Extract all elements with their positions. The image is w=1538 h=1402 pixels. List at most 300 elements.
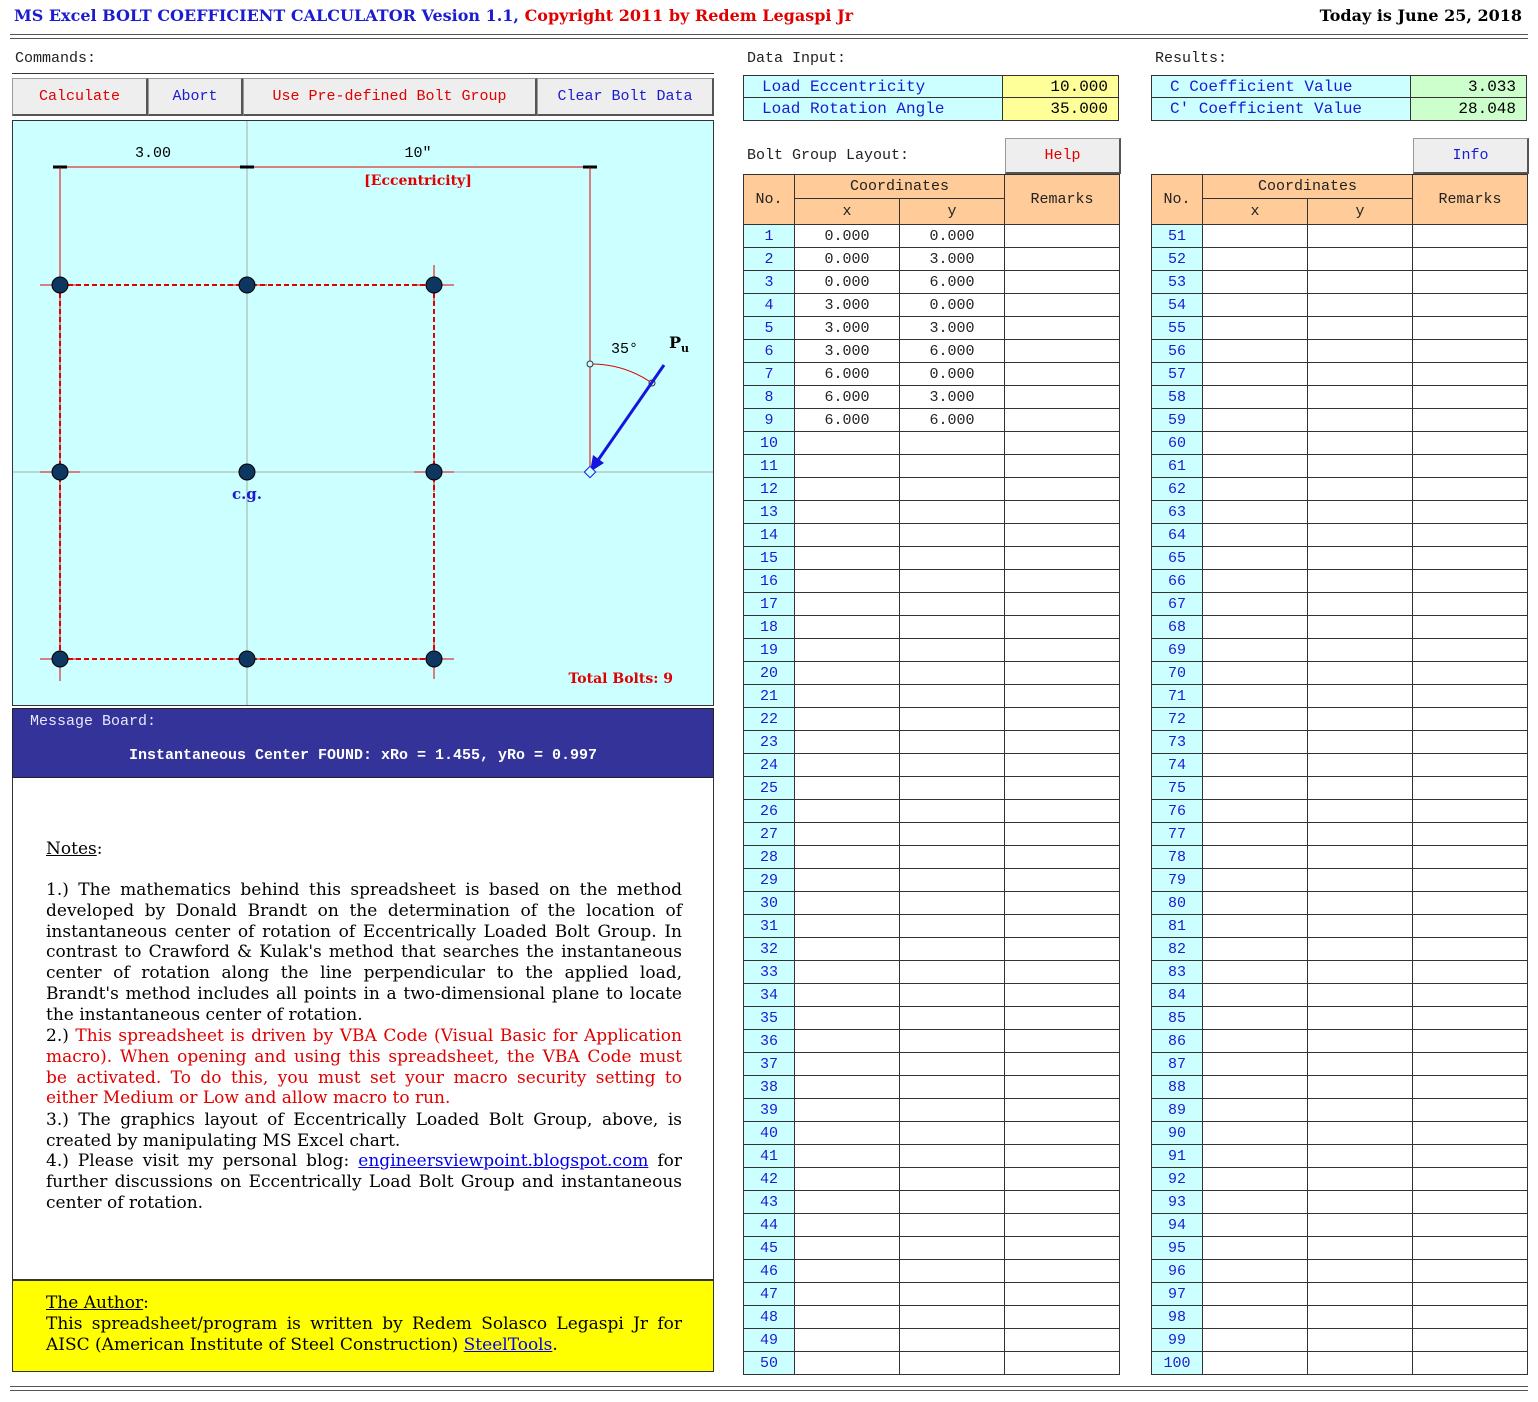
coord-y-cell[interactable] xyxy=(1308,754,1413,777)
coord-x-cell[interactable]: 6.000 xyxy=(795,409,900,432)
coord-x-cell[interactable] xyxy=(795,1283,900,1306)
coord-x-cell[interactable] xyxy=(795,892,900,915)
remarks-cell[interactable] xyxy=(1005,478,1120,501)
coord-y-cell[interactable] xyxy=(1308,708,1413,731)
coord-y-cell[interactable] xyxy=(900,1237,1005,1260)
coord-x-cell[interactable] xyxy=(1203,501,1308,524)
coord-y-cell[interactable] xyxy=(1308,915,1413,938)
coord-x-cell[interactable] xyxy=(795,961,900,984)
coord-y-cell[interactable] xyxy=(1308,248,1413,271)
remarks-cell[interactable] xyxy=(1005,432,1120,455)
clear-bolt-data-button[interactable]: Clear Bolt Data xyxy=(537,78,714,116)
coord-x-cell[interactable] xyxy=(1203,731,1308,754)
coord-y-cell[interactable]: 3.000 xyxy=(900,248,1005,271)
coord-x-cell[interactable] xyxy=(795,1329,900,1352)
coord-y-cell[interactable]: 0.000 xyxy=(900,363,1005,386)
coord-x-cell[interactable] xyxy=(1203,294,1308,317)
coord-x-cell[interactable] xyxy=(1203,915,1308,938)
remarks-cell[interactable] xyxy=(1413,1260,1528,1283)
coord-y-cell[interactable] xyxy=(1308,1260,1413,1283)
remarks-cell[interactable] xyxy=(1413,455,1528,478)
coord-y-cell[interactable] xyxy=(900,455,1005,478)
remarks-cell[interactable] xyxy=(1005,823,1120,846)
coord-y-cell[interactable] xyxy=(1308,1214,1413,1237)
remarks-cell[interactable] xyxy=(1413,731,1528,754)
coord-y-cell[interactable] xyxy=(900,1007,1005,1030)
predefined-bolt-group-button[interactable]: Use Pre-defined Bolt Group xyxy=(243,78,537,116)
coord-y-cell[interactable] xyxy=(900,754,1005,777)
remarks-cell[interactable] xyxy=(1413,708,1528,731)
coord-y-cell[interactable]: 0.000 xyxy=(900,294,1005,317)
coord-y-cell[interactable] xyxy=(1308,846,1413,869)
remarks-cell[interactable] xyxy=(1005,639,1120,662)
coord-y-cell[interactable] xyxy=(1308,363,1413,386)
coord-x-cell[interactable] xyxy=(1203,754,1308,777)
remarks-cell[interactable] xyxy=(1413,432,1528,455)
coord-x-cell[interactable] xyxy=(1203,1030,1308,1053)
remarks-cell[interactable] xyxy=(1005,593,1120,616)
coord-y-cell[interactable] xyxy=(1308,984,1413,1007)
remarks-cell[interactable] xyxy=(1005,1076,1120,1099)
remarks-cell[interactable] xyxy=(1413,823,1528,846)
remarks-cell[interactable] xyxy=(1413,1306,1528,1329)
remarks-cell[interactable] xyxy=(1005,248,1120,271)
coord-y-cell[interactable] xyxy=(900,984,1005,1007)
coord-x-cell[interactable] xyxy=(795,731,900,754)
coord-y-cell[interactable] xyxy=(900,685,1005,708)
remarks-cell[interactable] xyxy=(1413,524,1528,547)
coord-x-cell[interactable] xyxy=(1203,1329,1308,1352)
coord-y-cell[interactable] xyxy=(1308,731,1413,754)
remarks-cell[interactable] xyxy=(1005,731,1120,754)
coord-x-cell[interactable] xyxy=(795,1007,900,1030)
coord-x-cell[interactable] xyxy=(795,1030,900,1053)
remarks-cell[interactable] xyxy=(1413,1214,1528,1237)
remarks-cell[interactable] xyxy=(1413,271,1528,294)
remarks-cell[interactable] xyxy=(1005,1099,1120,1122)
remarks-cell[interactable] xyxy=(1005,1191,1120,1214)
remarks-cell[interactable] xyxy=(1413,754,1528,777)
remarks-cell[interactable] xyxy=(1005,1329,1120,1352)
coord-x-cell[interactable] xyxy=(795,984,900,1007)
coord-y-cell[interactable] xyxy=(900,961,1005,984)
remarks-cell[interactable] xyxy=(1413,777,1528,800)
remarks-cell[interactable] xyxy=(1005,409,1120,432)
info-button[interactable]: Info xyxy=(1413,138,1529,174)
coord-y-cell[interactable] xyxy=(1308,225,1413,248)
coord-y-cell[interactable] xyxy=(900,1260,1005,1283)
help-button[interactable]: Help xyxy=(1005,138,1121,174)
coord-x-cell[interactable] xyxy=(1203,1122,1308,1145)
coord-x-cell[interactable] xyxy=(1203,1306,1308,1329)
coord-y-cell[interactable] xyxy=(1308,547,1413,570)
coord-x-cell[interactable] xyxy=(1203,662,1308,685)
coord-y-cell[interactable] xyxy=(1308,1099,1413,1122)
remarks-cell[interactable] xyxy=(1005,340,1120,363)
remarks-cell[interactable] xyxy=(1413,846,1528,869)
coord-x-cell[interactable] xyxy=(1203,708,1308,731)
coord-y-cell[interactable] xyxy=(900,777,1005,800)
remarks-cell[interactable] xyxy=(1005,1168,1120,1191)
remarks-cell[interactable] xyxy=(1005,501,1120,524)
coord-x-cell[interactable] xyxy=(795,846,900,869)
coord-x-cell[interactable] xyxy=(1203,1260,1308,1283)
remarks-cell[interactable] xyxy=(1005,1053,1120,1076)
coord-x-cell[interactable] xyxy=(1203,1191,1308,1214)
remarks-cell[interactable] xyxy=(1413,1352,1528,1375)
coord-y-cell[interactable] xyxy=(1308,616,1413,639)
remarks-cell[interactable] xyxy=(1005,363,1120,386)
coord-y-cell[interactable] xyxy=(1308,823,1413,846)
coord-y-cell[interactable]: 6.000 xyxy=(900,271,1005,294)
coord-x-cell[interactable] xyxy=(795,1306,900,1329)
remarks-cell[interactable] xyxy=(1413,340,1528,363)
remarks-cell[interactable] xyxy=(1005,1030,1120,1053)
coord-x-cell[interactable] xyxy=(1203,1283,1308,1306)
remarks-cell[interactable] xyxy=(1413,1329,1528,1352)
remarks-cell[interactable] xyxy=(1413,961,1528,984)
coord-x-cell[interactable] xyxy=(1203,685,1308,708)
coord-x-cell[interactable] xyxy=(795,593,900,616)
coord-y-cell[interactable] xyxy=(1308,1007,1413,1030)
coord-y-cell[interactable] xyxy=(900,1306,1005,1329)
coord-x-cell[interactable] xyxy=(1203,1145,1308,1168)
coord-x-cell[interactable] xyxy=(795,915,900,938)
coord-y-cell[interactable] xyxy=(1308,1030,1413,1053)
coord-y-cell[interactable] xyxy=(1308,317,1413,340)
coord-x-cell[interactable] xyxy=(795,1122,900,1145)
coord-x-cell[interactable] xyxy=(795,1191,900,1214)
remarks-cell[interactable] xyxy=(1413,1099,1528,1122)
coord-x-cell[interactable] xyxy=(1203,570,1308,593)
coord-x-cell[interactable] xyxy=(1203,938,1308,961)
coord-y-cell[interactable] xyxy=(1308,501,1413,524)
coord-x-cell[interactable] xyxy=(795,432,900,455)
coord-x-cell[interactable] xyxy=(795,639,900,662)
remarks-cell[interactable] xyxy=(1005,846,1120,869)
coord-y-cell[interactable] xyxy=(900,708,1005,731)
coord-x-cell[interactable] xyxy=(1203,524,1308,547)
load-rotation-input[interactable]: 35.000 xyxy=(1003,98,1118,120)
steeltools-link[interactable]: SteelTools xyxy=(463,1334,553,1355)
remarks-cell[interactable] xyxy=(1005,524,1120,547)
remarks-cell[interactable] xyxy=(1005,662,1120,685)
coord-x-cell[interactable] xyxy=(1203,1214,1308,1237)
coord-y-cell[interactable] xyxy=(1308,1191,1413,1214)
coord-x-cell[interactable] xyxy=(795,869,900,892)
coord-x-cell[interactable] xyxy=(795,1053,900,1076)
remarks-cell[interactable] xyxy=(1413,547,1528,570)
coord-y-cell[interactable] xyxy=(900,892,1005,915)
coord-y-cell[interactable] xyxy=(1308,593,1413,616)
coord-x-cell[interactable] xyxy=(795,547,900,570)
coord-y-cell[interactable] xyxy=(900,1145,1005,1168)
coord-x-cell[interactable] xyxy=(795,616,900,639)
remarks-cell[interactable] xyxy=(1005,1007,1120,1030)
remarks-cell[interactable] xyxy=(1005,961,1120,984)
coord-x-cell[interactable] xyxy=(795,800,900,823)
coord-y-cell[interactable] xyxy=(900,432,1005,455)
coord-x-cell[interactable] xyxy=(1203,639,1308,662)
remarks-cell[interactable] xyxy=(1413,1237,1528,1260)
coord-x-cell[interactable] xyxy=(1203,478,1308,501)
load-eccentricity-input[interactable]: 10.000 xyxy=(1003,76,1118,97)
remarks-cell[interactable] xyxy=(1005,1145,1120,1168)
remarks-cell[interactable] xyxy=(1413,317,1528,340)
remarks-cell[interactable] xyxy=(1413,869,1528,892)
remarks-cell[interactable] xyxy=(1005,455,1120,478)
remarks-cell[interactable] xyxy=(1005,1352,1120,1375)
remarks-cell[interactable] xyxy=(1005,869,1120,892)
coord-x-cell[interactable] xyxy=(795,777,900,800)
remarks-cell[interactable] xyxy=(1413,225,1528,248)
remarks-cell[interactable] xyxy=(1413,800,1528,823)
coord-x-cell[interactable]: 6.000 xyxy=(795,386,900,409)
remarks-cell[interactable] xyxy=(1005,685,1120,708)
coord-y-cell[interactable] xyxy=(1308,892,1413,915)
coord-x-cell[interactable] xyxy=(1203,248,1308,271)
coord-y-cell[interactable] xyxy=(900,616,1005,639)
coord-y-cell[interactable] xyxy=(900,1329,1005,1352)
remarks-cell[interactable] xyxy=(1005,616,1120,639)
coord-x-cell[interactable] xyxy=(1203,409,1308,432)
coord-x-cell[interactable] xyxy=(795,455,900,478)
remarks-cell[interactable] xyxy=(1005,271,1120,294)
coord-x-cell[interactable] xyxy=(1203,1168,1308,1191)
coord-y-cell[interactable] xyxy=(1308,1329,1413,1352)
coord-y-cell[interactable]: 0.000 xyxy=(900,225,1005,248)
remarks-cell[interactable] xyxy=(1005,570,1120,593)
coord-x-cell[interactable] xyxy=(795,501,900,524)
coord-x-cell[interactable] xyxy=(1203,317,1308,340)
coord-x-cell[interactable] xyxy=(1203,1007,1308,1030)
coord-y-cell[interactable] xyxy=(900,639,1005,662)
coord-x-cell[interactable] xyxy=(1203,1237,1308,1260)
coord-x-cell[interactable] xyxy=(1203,225,1308,248)
coord-x-cell[interactable]: 3.000 xyxy=(795,317,900,340)
coord-y-cell[interactable] xyxy=(1308,478,1413,501)
coord-y-cell[interactable] xyxy=(1308,800,1413,823)
coord-y-cell[interactable] xyxy=(1308,1237,1413,1260)
coord-x-cell[interactable] xyxy=(1203,1352,1308,1375)
coord-y-cell[interactable] xyxy=(1308,294,1413,317)
coord-y-cell[interactable] xyxy=(900,570,1005,593)
coord-x-cell[interactable] xyxy=(1203,800,1308,823)
remarks-cell[interactable] xyxy=(1413,409,1528,432)
remarks-cell[interactable] xyxy=(1005,938,1120,961)
coord-x-cell[interactable] xyxy=(795,1145,900,1168)
coord-y-cell[interactable] xyxy=(900,1283,1005,1306)
coord-y-cell[interactable] xyxy=(900,501,1005,524)
remarks-cell[interactable] xyxy=(1005,800,1120,823)
coord-y-cell[interactable] xyxy=(1308,869,1413,892)
coord-x-cell[interactable] xyxy=(795,662,900,685)
coord-y-cell[interactable] xyxy=(1308,1283,1413,1306)
coord-y-cell[interactable] xyxy=(1308,961,1413,984)
remarks-cell[interactable] xyxy=(1413,685,1528,708)
coord-y-cell[interactable] xyxy=(1308,685,1413,708)
coord-x-cell[interactable] xyxy=(795,570,900,593)
coord-x-cell[interactable]: 0.000 xyxy=(795,271,900,294)
coord-y-cell[interactable] xyxy=(1308,386,1413,409)
coord-y-cell[interactable] xyxy=(900,478,1005,501)
coord-x-cell[interactable] xyxy=(1203,386,1308,409)
coord-y-cell[interactable] xyxy=(1308,455,1413,478)
remarks-cell[interactable] xyxy=(1413,938,1528,961)
remarks-cell[interactable] xyxy=(1413,570,1528,593)
coord-x-cell[interactable] xyxy=(1203,892,1308,915)
coord-x-cell[interactable] xyxy=(795,1214,900,1237)
remarks-cell[interactable] xyxy=(1413,915,1528,938)
coord-x-cell[interactable]: 0.000 xyxy=(795,248,900,271)
coord-y-cell[interactable]: 3.000 xyxy=(900,317,1005,340)
coord-y-cell[interactable] xyxy=(900,938,1005,961)
coord-y-cell[interactable] xyxy=(900,1191,1005,1214)
coord-x-cell[interactable] xyxy=(1203,271,1308,294)
coord-y-cell[interactable] xyxy=(1308,1306,1413,1329)
coord-x-cell[interactable] xyxy=(795,1260,900,1283)
coord-y-cell[interactable] xyxy=(1308,524,1413,547)
coord-y-cell[interactable] xyxy=(900,593,1005,616)
remarks-cell[interactable] xyxy=(1413,1145,1528,1168)
coord-x-cell[interactable] xyxy=(1203,846,1308,869)
remarks-cell[interactable] xyxy=(1413,363,1528,386)
remarks-cell[interactable] xyxy=(1005,915,1120,938)
coord-x-cell[interactable] xyxy=(795,823,900,846)
remarks-cell[interactable] xyxy=(1005,892,1120,915)
remarks-cell[interactable] xyxy=(1005,1122,1120,1145)
coord-x-cell[interactable]: 6.000 xyxy=(795,363,900,386)
coord-y-cell[interactable] xyxy=(900,869,1005,892)
coord-y-cell[interactable] xyxy=(900,731,1005,754)
remarks-cell[interactable] xyxy=(1413,1168,1528,1191)
coord-y-cell[interactable] xyxy=(900,1030,1005,1053)
coord-y-cell[interactable] xyxy=(1308,938,1413,961)
remarks-cell[interactable] xyxy=(1413,593,1528,616)
coord-y-cell[interactable] xyxy=(900,800,1005,823)
coord-x-cell[interactable] xyxy=(1203,823,1308,846)
coord-y-cell[interactable]: 6.000 xyxy=(900,409,1005,432)
remarks-cell[interactable] xyxy=(1005,317,1120,340)
coord-x-cell[interactable] xyxy=(795,938,900,961)
remarks-cell[interactable] xyxy=(1005,1237,1120,1260)
coord-x-cell[interactable] xyxy=(1203,432,1308,455)
coord-x-cell[interactable] xyxy=(1203,547,1308,570)
remarks-cell[interactable] xyxy=(1413,386,1528,409)
coord-y-cell[interactable] xyxy=(900,1122,1005,1145)
coord-x-cell[interactable] xyxy=(1203,1099,1308,1122)
coord-x-cell[interactable] xyxy=(1203,340,1308,363)
coord-y-cell[interactable] xyxy=(900,823,1005,846)
remarks-cell[interactable] xyxy=(1413,294,1528,317)
coord-x-cell[interactable] xyxy=(795,754,900,777)
coord-y-cell[interactable] xyxy=(900,846,1005,869)
coord-x-cell[interactable] xyxy=(1203,1076,1308,1099)
remarks-cell[interactable] xyxy=(1005,777,1120,800)
calculate-button[interactable]: Calculate xyxy=(12,78,148,116)
remarks-cell[interactable] xyxy=(1413,1030,1528,1053)
coord-x-cell[interactable] xyxy=(795,685,900,708)
coord-x-cell[interactable] xyxy=(1203,869,1308,892)
remarks-cell[interactable] xyxy=(1005,1283,1120,1306)
coord-y-cell[interactable] xyxy=(900,1214,1005,1237)
coord-y-cell[interactable] xyxy=(900,662,1005,685)
remarks-cell[interactable] xyxy=(1005,225,1120,248)
coord-y-cell[interactable] xyxy=(900,1168,1005,1191)
coord-x-cell[interactable] xyxy=(1203,616,1308,639)
coord-y-cell[interactable]: 6.000 xyxy=(900,340,1005,363)
coord-x-cell[interactable] xyxy=(795,1352,900,1375)
coord-y-cell[interactable] xyxy=(900,1352,1005,1375)
coord-x-cell[interactable] xyxy=(1203,1053,1308,1076)
remarks-cell[interactable] xyxy=(1005,1306,1120,1329)
remarks-cell[interactable] xyxy=(1413,892,1528,915)
coord-y-cell[interactable] xyxy=(900,547,1005,570)
abort-button[interactable]: Abort xyxy=(148,78,243,116)
coord-y-cell[interactable] xyxy=(1308,1122,1413,1145)
coord-y-cell[interactable] xyxy=(1308,1145,1413,1168)
coord-x-cell[interactable] xyxy=(795,1099,900,1122)
coord-y-cell[interactable] xyxy=(1308,271,1413,294)
coord-y-cell[interactable] xyxy=(900,1099,1005,1122)
remarks-cell[interactable] xyxy=(1413,1191,1528,1214)
remarks-cell[interactable] xyxy=(1005,1260,1120,1283)
coord-y-cell[interactable] xyxy=(1308,639,1413,662)
coord-y-cell[interactable] xyxy=(900,524,1005,547)
coord-x-cell[interactable]: 3.000 xyxy=(795,294,900,317)
coord-x-cell[interactable] xyxy=(795,708,900,731)
coord-x-cell[interactable] xyxy=(1203,777,1308,800)
remarks-cell[interactable] xyxy=(1413,1007,1528,1030)
coord-x-cell[interactable]: 3.000 xyxy=(795,340,900,363)
remarks-cell[interactable] xyxy=(1005,294,1120,317)
remarks-cell[interactable] xyxy=(1005,1214,1120,1237)
coord-x-cell[interactable] xyxy=(795,478,900,501)
remarks-cell[interactable] xyxy=(1005,984,1120,1007)
coord-x-cell[interactable] xyxy=(795,1168,900,1191)
remarks-cell[interactable] xyxy=(1413,1076,1528,1099)
coord-y-cell[interactable] xyxy=(900,1053,1005,1076)
coord-y-cell[interactable] xyxy=(1308,662,1413,685)
remarks-cell[interactable] xyxy=(1413,639,1528,662)
coord-y-cell[interactable] xyxy=(1308,777,1413,800)
coord-x-cell[interactable] xyxy=(1203,961,1308,984)
blog-link[interactable]: engineersviewpoint.blogspot.com xyxy=(358,1151,649,1171)
remarks-cell[interactable] xyxy=(1413,984,1528,1007)
coord-x-cell[interactable] xyxy=(795,1076,900,1099)
coord-x-cell[interactable]: 0.000 xyxy=(795,225,900,248)
remarks-cell[interactable] xyxy=(1413,616,1528,639)
coord-x-cell[interactable] xyxy=(795,524,900,547)
coord-x-cell[interactable] xyxy=(795,1237,900,1260)
coord-x-cell[interactable] xyxy=(1203,984,1308,1007)
remarks-cell[interactable] xyxy=(1005,754,1120,777)
remarks-cell[interactable] xyxy=(1005,708,1120,731)
coord-y-cell[interactable] xyxy=(1308,1053,1413,1076)
coord-y-cell[interactable] xyxy=(1308,409,1413,432)
coord-y-cell[interactable] xyxy=(900,915,1005,938)
coord-y-cell[interactable] xyxy=(1308,340,1413,363)
remarks-cell[interactable] xyxy=(1413,1122,1528,1145)
coord-y-cell[interactable] xyxy=(1308,1352,1413,1375)
coord-y-cell[interactable] xyxy=(1308,1076,1413,1099)
remarks-cell[interactable] xyxy=(1413,1283,1528,1306)
remarks-cell[interactable] xyxy=(1413,662,1528,685)
coord-x-cell[interactable] xyxy=(1203,455,1308,478)
coord-y-cell[interactable] xyxy=(1308,570,1413,593)
remarks-cell[interactable] xyxy=(1005,547,1120,570)
remarks-cell[interactable] xyxy=(1005,386,1120,409)
